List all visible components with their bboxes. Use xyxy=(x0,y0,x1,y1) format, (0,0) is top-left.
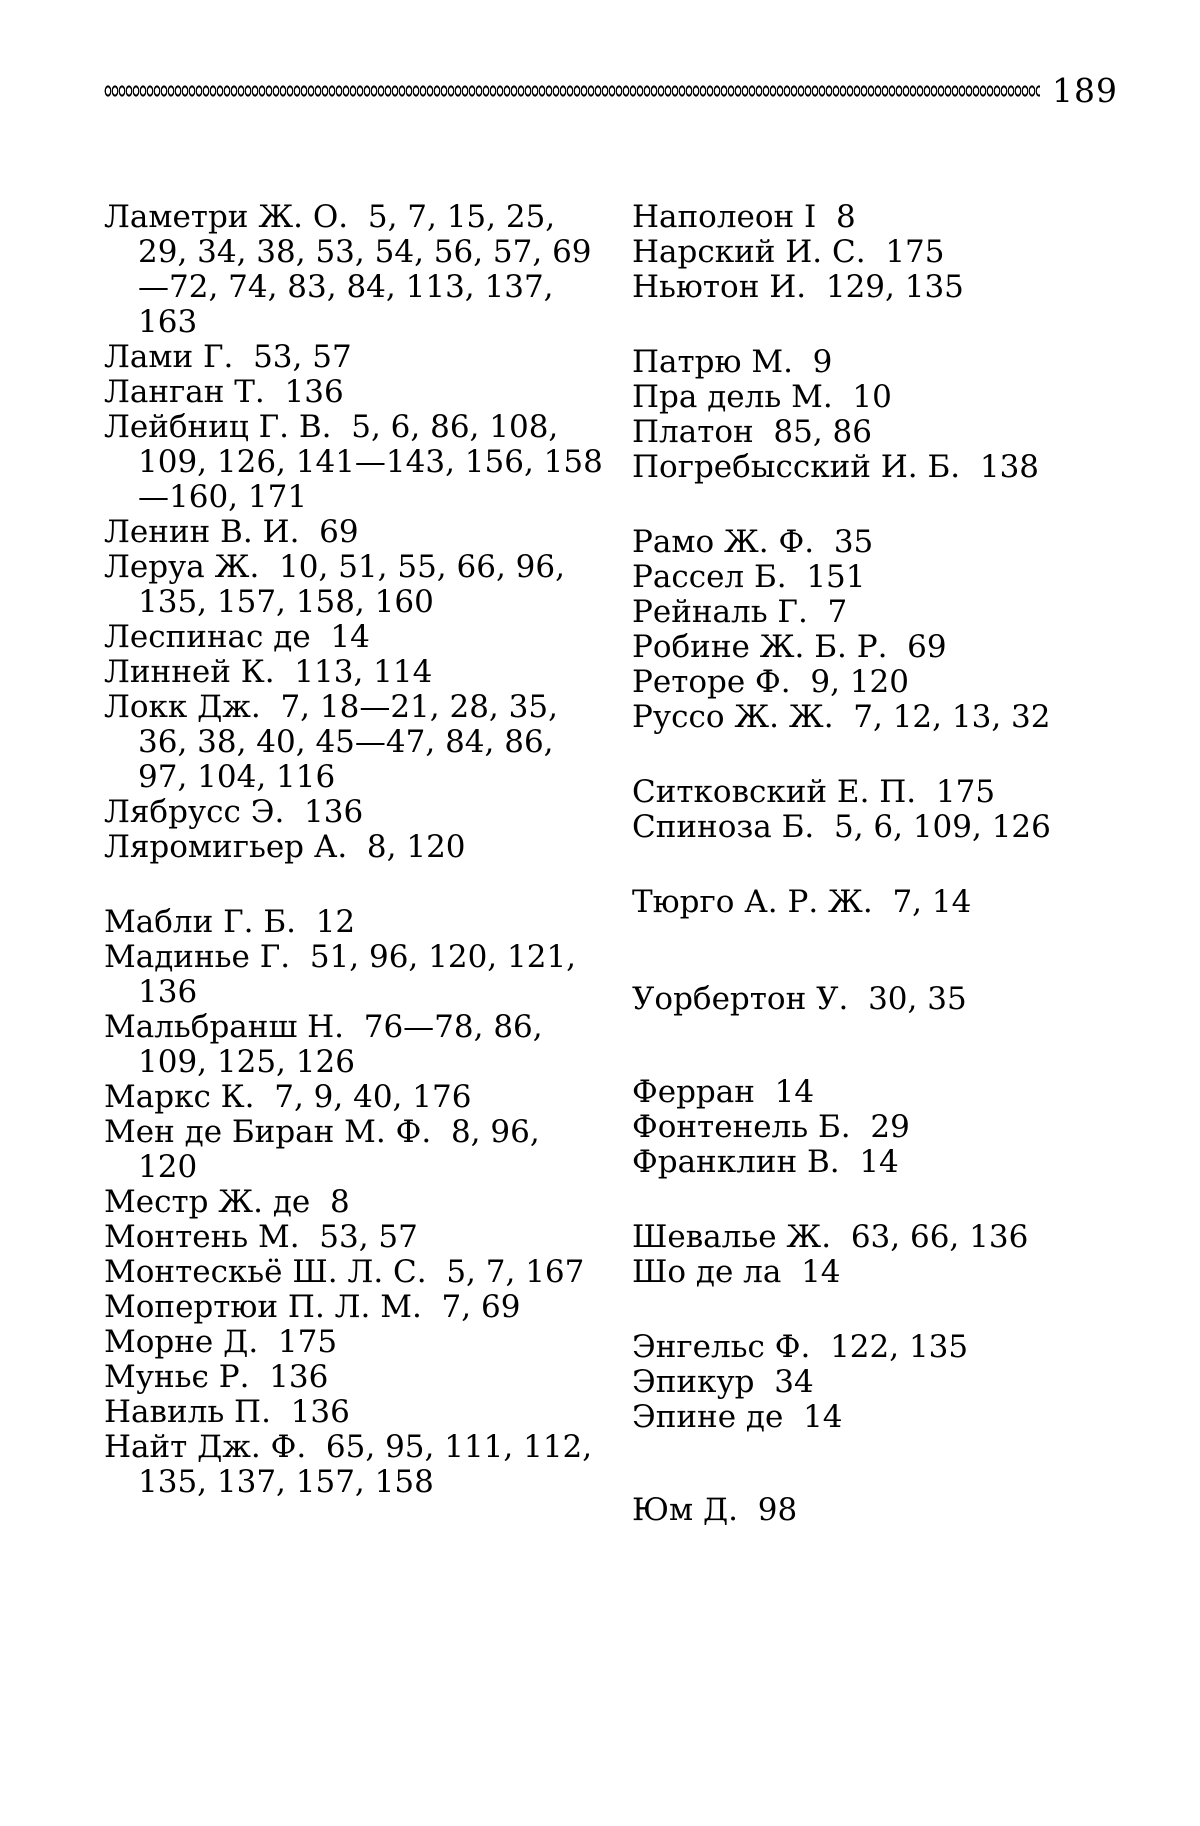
index-entry xyxy=(632,525,1152,560)
entry-name: Юм Д. xyxy=(632,1492,739,1528)
index-entry xyxy=(632,982,1152,1017)
entry-pages: 175 xyxy=(277,1324,338,1360)
index-entry xyxy=(104,1290,604,1325)
index-entry xyxy=(104,1185,604,1220)
index-entry xyxy=(632,1110,1152,1145)
entry-name: Патрю М. xyxy=(632,344,793,380)
index-entry xyxy=(104,620,604,655)
entry-pages: 136 xyxy=(269,1359,329,1395)
index-column-right xyxy=(632,200,1152,1528)
entry-name: Спиноза Б. xyxy=(632,809,815,845)
index-entry xyxy=(632,810,1152,845)
entry-pages: 122, 135 xyxy=(830,1329,969,1365)
index-entry xyxy=(632,885,1152,920)
entry-pages: 7, 18—21, 28, 35, 36, 38, 40, 45—47, 84, 86, 97, 104, 116 xyxy=(138,689,558,795)
index-entry xyxy=(632,1400,1152,1435)
index-entry xyxy=(632,415,1152,450)
entry-name: Фонтенель Б. xyxy=(632,1109,851,1145)
entry-pages: 7, 14 xyxy=(892,884,972,920)
entry-name: Ляромигьер А. xyxy=(104,829,348,865)
index-entry xyxy=(104,690,604,795)
entry-pages: 12 xyxy=(315,904,356,940)
entry-name: Лябрусс Э. xyxy=(104,794,285,830)
entry-name: Ланган Т. xyxy=(104,374,265,410)
entry-name: Наполеон I xyxy=(632,199,817,235)
entry-pages: 175 xyxy=(885,234,945,270)
entry-pages: 29 xyxy=(870,1109,910,1145)
entry-pages: 53, 57 xyxy=(319,1219,418,1255)
index-entry xyxy=(632,595,1152,630)
entry-pages: 10, 51, 55, 66, 96, 135, 157, 158, 160 xyxy=(138,549,565,620)
index-entry xyxy=(632,775,1152,810)
entry-name: Уорбертон У. xyxy=(632,981,849,1017)
entry-name: Монтескьё Ш. Л. С. xyxy=(104,1254,427,1290)
index-entry xyxy=(104,515,604,550)
entry-pages: 14 xyxy=(859,1144,899,1180)
index-entry xyxy=(104,1115,604,1185)
entry-name: Лейбниц Г. В. xyxy=(104,409,332,445)
index-entry xyxy=(632,1255,1152,1290)
entry-name: Реторе Ф. xyxy=(632,664,791,700)
entry-name: Мен де Биран М. Ф. xyxy=(104,1114,432,1150)
entry-name: Навиль П. xyxy=(104,1394,271,1430)
index-entry xyxy=(632,200,1152,235)
entry-name: Франклин В. xyxy=(632,1144,840,1180)
entry-pages: 14 xyxy=(803,1399,843,1435)
entry-name: Ламетри Ж. О. xyxy=(104,199,349,235)
index-entry xyxy=(104,830,604,865)
entry-name: Мальбранш Н. xyxy=(104,1009,345,1045)
index-entry xyxy=(104,1360,604,1395)
entry-pages: 7, 69 xyxy=(441,1289,521,1325)
index-entry xyxy=(104,550,604,620)
entry-pages: 14 xyxy=(330,619,370,655)
index-entry xyxy=(104,200,604,340)
entry-pages: 69 xyxy=(907,629,947,665)
entry-name: Найт Дж. Ф. xyxy=(104,1429,307,1465)
entry-name: Эпине де xyxy=(632,1399,784,1435)
entry-pages: 5, 6, 86, 108, 109, 126, 141—143, 156, 158—160, 171 xyxy=(138,409,603,515)
entry-pages: 175 xyxy=(935,774,996,810)
index-entry xyxy=(104,1325,604,1360)
entry-name: Монтень М. xyxy=(104,1219,300,1255)
entry-pages: 136 xyxy=(290,1394,350,1430)
entry-pages: 136 xyxy=(284,374,344,410)
entry-pages: 69 xyxy=(319,514,359,550)
entry-name: Платон xyxy=(632,414,754,450)
entry-name: Рассел Б. xyxy=(632,559,787,595)
index-entry xyxy=(104,1010,604,1080)
entry-name: Муньє Р. xyxy=(104,1359,250,1395)
entry-name: Шевалье Ж. xyxy=(632,1219,832,1255)
entry-pages: 53, 57 xyxy=(253,339,352,375)
entry-name: Погребысский И. Б. xyxy=(632,449,961,485)
index-entry xyxy=(632,235,1152,270)
entry-name: Мадинье Г. xyxy=(104,939,291,975)
index-entry xyxy=(104,905,604,940)
entry-name: Рамо Ж. Ф. xyxy=(632,524,815,560)
entry-name: Леспинас де xyxy=(104,619,311,655)
index-entry xyxy=(632,1145,1152,1180)
entry-name: Нарский И. С. xyxy=(632,234,866,270)
index-entry xyxy=(104,340,604,375)
entry-pages: 113, 114 xyxy=(294,654,433,690)
entry-name: Ленин В. И. xyxy=(104,514,300,550)
entry-pages: 98 xyxy=(757,1492,798,1528)
index-entry xyxy=(104,410,604,515)
entry-name: Эпикур xyxy=(632,1364,755,1400)
entry-pages: 8, 96, 120 xyxy=(138,1114,540,1185)
entry-name: Тюрго А. Р. Ж. xyxy=(632,884,873,920)
entry-pages: 63, 66, 136 xyxy=(850,1219,1029,1255)
entry-pages: 136 xyxy=(304,794,364,830)
entry-name: Лами Г. xyxy=(104,339,234,375)
entry-name: Пра дель М. xyxy=(632,379,833,415)
index-entry xyxy=(632,700,1152,735)
entry-name: Ситковский Е. П. xyxy=(632,774,917,810)
entry-pages: 85, 86 xyxy=(773,414,873,450)
entry-pages: 5, 6, 109, 126 xyxy=(833,809,1051,845)
entry-name: Рейналь Г. xyxy=(632,594,808,630)
entry-pages: 9 xyxy=(812,344,833,380)
entry-name: Мопертюи П. Л. М. xyxy=(104,1289,422,1325)
entry-pages: 129, 135 xyxy=(825,269,964,305)
index-entry xyxy=(632,450,1152,485)
entry-name: Маркс К. xyxy=(104,1079,255,1115)
entry-pages: 7, 9, 40, 176 xyxy=(274,1079,472,1115)
entry-pages: 35 xyxy=(833,524,874,560)
entry-name: Руссо Ж. Ж. xyxy=(632,699,834,735)
entry-pages: 34 xyxy=(774,1364,814,1400)
index-column-left xyxy=(104,200,604,1500)
index-entry xyxy=(632,270,1152,305)
index-entry xyxy=(632,1493,1152,1528)
entry-pages: 76—78, 86, 109, 125, 126 xyxy=(138,1009,543,1080)
entry-pages: 65, 95, 111, 112, 135, 137, 157, 158 xyxy=(138,1429,593,1500)
entry-pages: 7 xyxy=(827,594,848,630)
index-entry xyxy=(632,380,1152,415)
entry-name: Энгельс Ф. xyxy=(632,1329,811,1365)
entry-name: Шо де ла xyxy=(632,1254,782,1290)
index-entry xyxy=(104,655,604,690)
index-entry xyxy=(632,1365,1152,1400)
entry-pages: 138 xyxy=(979,449,1040,485)
entry-name: Морне Д. xyxy=(104,1324,259,1360)
header-ornament-rule xyxy=(104,84,1040,98)
index-entry xyxy=(104,1395,604,1430)
index-entry xyxy=(104,375,604,410)
index-entry xyxy=(104,795,604,830)
entry-pages: 9, 120 xyxy=(810,664,909,700)
entry-name: Линней К. xyxy=(104,654,275,690)
entry-name: Ферран xyxy=(632,1074,755,1110)
entry-pages: 5, 7, 167 xyxy=(446,1254,585,1290)
index-entry xyxy=(104,1430,604,1500)
entry-name: Леруа Ж. xyxy=(104,549,260,585)
index-entry xyxy=(632,1220,1152,1255)
index-entry xyxy=(632,1330,1152,1365)
entry-pages: 7, 12, 13, 32 xyxy=(853,699,1051,735)
page-number: 189 xyxy=(1052,71,1118,110)
index-entry xyxy=(632,630,1152,665)
entry-pages: 8, 120 xyxy=(366,829,466,865)
index-entry xyxy=(104,940,604,1010)
entry-pages: 5, 7, 15, 25, 29, 34, 38, 53, 54, 56, 57, 69—72, 74, 83, 84, 113, 137, 163 xyxy=(138,199,592,340)
entry-pages: 14 xyxy=(801,1254,841,1290)
index-entry xyxy=(632,560,1152,595)
entry-name: Мабли Г. Б. xyxy=(104,904,296,940)
entry-name: Локк Дж. xyxy=(104,689,261,725)
entry-name: Местр Ж. де xyxy=(104,1184,311,1220)
index-entry xyxy=(104,1255,604,1290)
index-entry xyxy=(632,345,1152,380)
entry-pages: 8 xyxy=(836,199,856,235)
entry-pages: 10 xyxy=(852,379,892,415)
entry-name: Ньютон И. xyxy=(632,269,807,305)
index-entry xyxy=(104,1080,604,1115)
entry-pages: 8 xyxy=(330,1184,350,1220)
entry-name: Робине Ж. Б. Р. xyxy=(632,629,888,665)
entry-pages: 151 xyxy=(806,559,866,595)
index-entry xyxy=(632,1075,1152,1110)
index-entry xyxy=(632,665,1152,700)
entry-pages: 30, 35 xyxy=(868,981,967,1017)
entry-pages: 14 xyxy=(774,1074,815,1110)
index-entry xyxy=(104,1220,604,1255)
entry-pages: 51, 96, 120, 121, 136 xyxy=(138,939,577,1010)
